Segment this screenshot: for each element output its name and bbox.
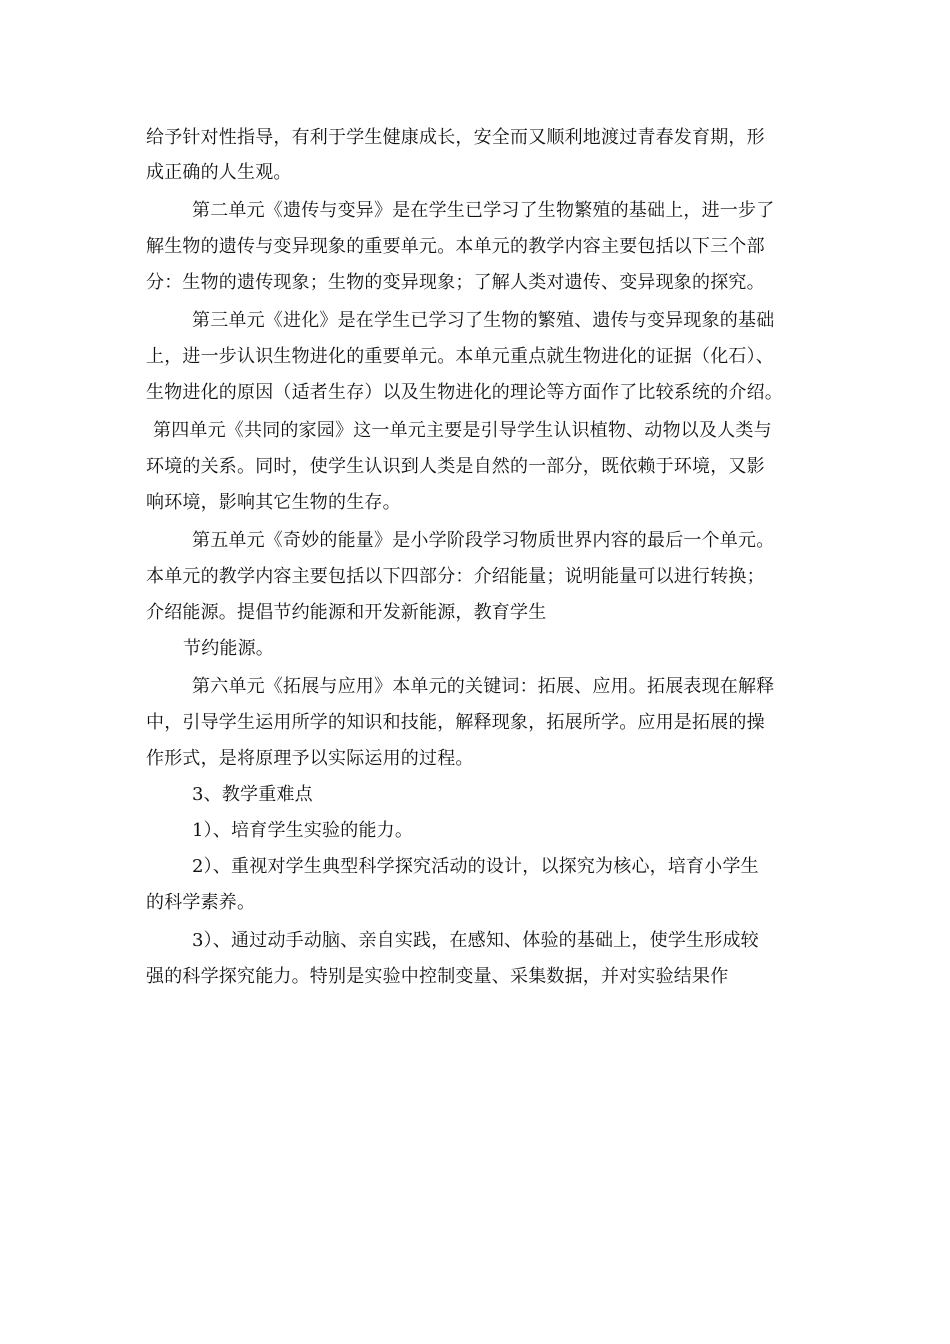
section-heading: 3、教学重难点 <box>192 784 313 805</box>
list-item: 1）、培育学生实验的能力。 <box>192 820 414 841</box>
list-item: 2）、重视对学生典型科学探究活动的设计，以探究为核心，培育小学生 <box>192 856 759 877</box>
text-line: 上，进一步认识生物进化的重要单元。本单元重点就生物进化的证据（化石）、 <box>146 346 774 367</box>
text-line: 第二单元《遗传与变异》是在学生已学习了生物繁殖的基础上，进一步了 <box>192 200 775 221</box>
text-line: 本单元的教学内容主要包括以下四部分：介绍能量；说明能量可以进行转换； <box>146 566 765 587</box>
text-line: 介绍能源。提倡节约能源和开发新能源，教育学生 <box>146 602 547 623</box>
text-line: 第五单元《奇妙的能量》是小学阶段学习物质世界内容的最后一个单元。 <box>192 530 775 551</box>
text-line: 第六单元《拓展与应用》本单元的关键词：拓展、应用。拓展表现在解释 <box>192 676 775 697</box>
text-line: 生物进化的原因（适者生存）以及生物进化的理论等方面作了比较系统的介绍。 <box>146 382 783 403</box>
text-line: 第四单元《共同的家园》这一单元主要是引导学生认识植物、动物以及人类与 <box>153 420 772 441</box>
text-line: 环境的关系。同时，使学生认识到人类是自然的一部分，既依赖于环境，又影 <box>146 456 765 477</box>
text-line: 分：生物的遗传现象；生物的变异现象；了解人类对遗传、变异现象的探究。 <box>146 272 765 293</box>
text-line: 响环境，影响其它生物的生存。 <box>146 492 401 513</box>
text-line: 成正确的人生观。 <box>146 162 292 183</box>
text-line: 的科学素养。 <box>146 892 256 913</box>
text-line: 作形式，是将原理予以实际运用的过程。 <box>146 748 474 769</box>
text-line: 第三单元《进化》是在学生已学习了生物的繁殖、遗传与变异现象的基础 <box>192 310 775 331</box>
text-line: 给予针对性指导，有利于学生健康成长，安全而又顺利地渡过青春发育期，形 <box>146 127 765 148</box>
text-line: 节约能源。 <box>183 638 274 659</box>
list-item: 3）、通过动手动脑、亲自实践，在感知、体验的基础上，使学生形成较 <box>192 930 759 951</box>
text-line: 中，引导学生运用所学的知识和技能，解释现象，拓展所学。应用是拓展的操 <box>146 712 765 733</box>
text-line: 强的科学探究能力。特别是实验中控制变量、采集数据，并对实验结果作 <box>146 966 729 987</box>
text-line: 解生物的遗传与变异现象的重要单元。本单元的教学内容主要包括以下三个部 <box>146 236 765 257</box>
